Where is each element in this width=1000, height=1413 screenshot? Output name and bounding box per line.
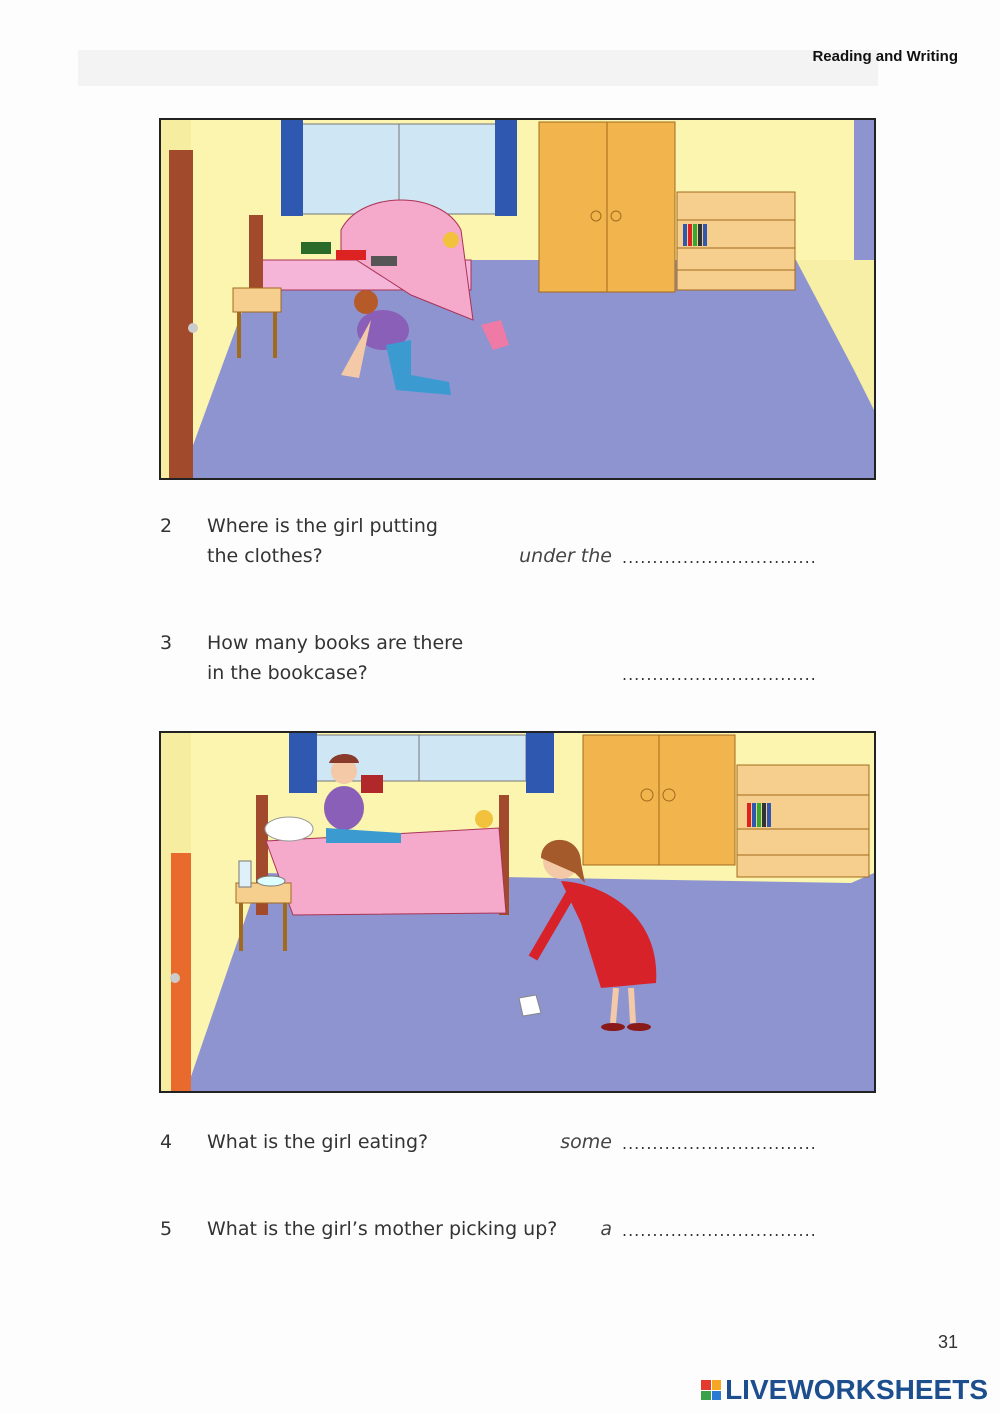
page-number: 31 xyxy=(937,1332,958,1352)
answer-prefix: a xyxy=(600,1218,612,1240)
question-2 xyxy=(0,511,1000,575)
answer-blank[interactable]: ................................ xyxy=(622,665,817,684)
answer-blank[interactable]: ................................ xyxy=(622,1134,817,1153)
liveworksheets-logo-icon xyxy=(701,1380,721,1400)
question-number: 2 xyxy=(160,515,173,537)
answer-blank[interactable]: ................................ xyxy=(622,548,817,567)
question-text-line-1: Where is the girl putting xyxy=(207,515,438,537)
answer-blank[interactable]: ................................ xyxy=(622,1221,817,1240)
answer-prefix: under the xyxy=(519,545,612,567)
question-text: What is the girl eating? xyxy=(207,1131,429,1153)
question-4 xyxy=(0,1127,1000,1161)
question-number: 3 xyxy=(160,632,173,654)
question-text: What is the girl’s mother picking up? xyxy=(207,1218,558,1240)
section-header: Reading and Writing xyxy=(812,48,958,65)
question-number: 4 xyxy=(160,1131,173,1153)
question-text-line-2: in the bookcase? xyxy=(207,662,368,684)
question-5 xyxy=(0,1214,1000,1248)
question-text-line-1: How many books are there xyxy=(207,632,464,654)
question-text-line-2: the clothes? xyxy=(207,545,323,567)
messy-bedroom-picture xyxy=(159,118,876,480)
brand-name: LIVEWORKSHEETS xyxy=(725,1374,988,1405)
faded-title-bar xyxy=(78,50,878,86)
question-number: 5 xyxy=(160,1218,173,1240)
answer-prefix: some xyxy=(560,1131,612,1153)
question-3 xyxy=(0,628,1000,692)
girl-eating-on-bed-picture xyxy=(159,731,876,1093)
liveworksheets-brand[interactable] xyxy=(701,1374,988,1406)
